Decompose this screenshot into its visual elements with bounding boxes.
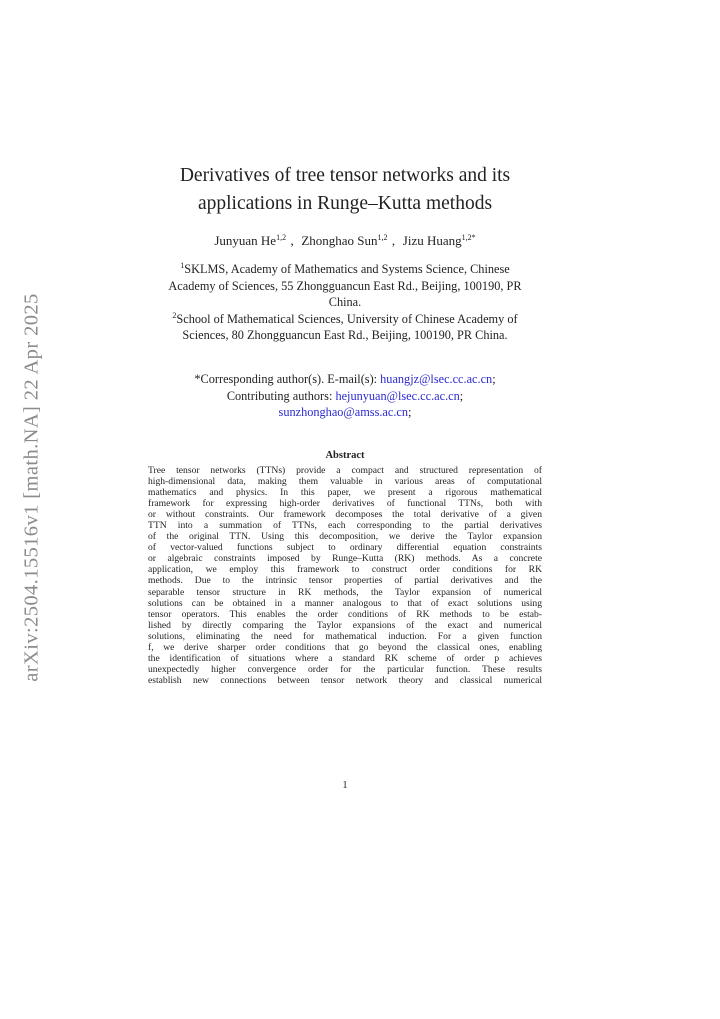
contributing-email-link-2[interactable]: sunzhonghao@amss.ac.cn (278, 405, 409, 419)
abstract-line: unexpectedly higher convergence order for the particular function. These results (148, 663, 542, 675)
paper-title (120, 162, 570, 218)
abstract-line: or algebraic constraints imposed by Runge–Kutta (RK) methods. As a concrete (148, 553, 542, 565)
arxiv-identifier-text: arXiv:2504.15516v1 [math.NA] 22 Apr 2025 (20, 292, 43, 682)
author-1 (214, 233, 286, 248)
abstract-line: of vector-valued functions subject to ordinary differential equation constraints (148, 542, 542, 554)
abstract-line: Tree tensor networks (TTNs) provide a compact and structured representation of (148, 465, 542, 476)
abstract-line: tensor operators. This enables the order conditions of RK methods to be estab- (148, 608, 542, 620)
contributing-email-link-1[interactable]: hejunyuan@lsec.cc.ac.cn (335, 388, 460, 403)
abstract-line: f, we derive sharper order conditions that go beyond the classical ones, enabling (148, 641, 542, 653)
arxiv-identifier-stamp (10, 272, 54, 702)
punctuation: ; (408, 405, 412, 419)
author-affiliation-mark: 1,2* (461, 233, 476, 242)
abstract-line: establish new connections between tensor network theory and classical numerical (148, 674, 542, 686)
title-line-1: Derivatives of tree tensor networks and its (179, 165, 511, 186)
abstract-line: framework for expressing high-order derivatives of functional TTNs, both with (148, 498, 542, 510)
affiliation-2-line-2: Sciences, 80 Zhongguancun East Rd., Beijing, 100190, PR China. (182, 328, 508, 342)
abstract-line: TTN into a summation of TTNs, each corresponding to the partial derivatives (148, 520, 542, 532)
page-number: 1 (342, 780, 348, 791)
author-name: Zhonghao Sun (301, 233, 378, 248)
author-name: Junyuan He (214, 233, 277, 248)
affiliation-1-line-3: China. (328, 295, 362, 309)
author-affiliation-mark: 1,2 (377, 233, 388, 242)
abstract-line: high-dimensional data, making them valuable in various areas of computational (148, 476, 542, 488)
author-2 (301, 233, 387, 248)
author-affiliation-mark: 1,2 (276, 233, 287, 242)
affiliation-text: SKLMS, Academy of Mathematics and Systems Science, Chinese (184, 262, 510, 276)
punctuation: ; (459, 388, 464, 403)
author-name: Jizu Huang (402, 233, 462, 248)
abstract-line: lished by directly comparing the Taylor expansions of the exact and numerical (148, 619, 542, 631)
corresponding-email-link[interactable]: huangjz@lsec.cc.ac.cn (380, 372, 493, 386)
abstract-heading: Abstract (325, 450, 365, 461)
affiliations (120, 261, 570, 344)
contributing-authors-line (120, 388, 570, 405)
contributing-label: Contributing authors: (226, 388, 336, 403)
affiliation-1-line-2: Academy of Sciences, 55 Zhongguancun East Rd., Beijing, 100190, PR (168, 278, 522, 293)
abstract-line: methods. Due to the intrinsic tensor properties of partial derivatives and the (148, 575, 542, 587)
affiliation-2-line-1 (120, 311, 570, 328)
corresponding-label: *Corresponding author(s). E-mail(s): (194, 372, 381, 386)
contributing-authors-line-2 (120, 404, 570, 421)
corresponding-author-line (120, 371, 570, 388)
abstract-body (148, 465, 542, 686)
abstract-line: mathematics and physics. In this paper, we present a rigorous mathematical (148, 487, 542, 499)
abstract-line: application, we employ this framework to construct order conditions for RK (148, 564, 542, 576)
author-list: Junyuan He$^{1,2}$ , Zhonghao Sun$^{1,2}$ , Jizu Huang$^{1,2*}$ (214, 233, 476, 248)
abstract-line: the identification of situations where a standard RK scheme of order p achieves (148, 652, 542, 664)
contact-info (120, 371, 570, 421)
abstract-line: separable tensor structure in RK methods, the Taylor expansion of numerical (148, 586, 542, 598)
abstract-line: solutions can be obtained in a manner analogous to that of exact solutions using (148, 597, 542, 609)
punctuation: ; (492, 372, 496, 386)
title-line-2: applications in Runge–Kutta methods (197, 193, 493, 214)
affiliation-1-line-1 (120, 261, 570, 278)
abstract-line: solutions, eliminating the need for mathematical induction. For a given function (148, 630, 542, 642)
affiliation-text: School of Mathematical Sciences, University of Chinese Academy of (176, 311, 518, 326)
author-3 (403, 233, 476, 248)
abstract-line: of the original TTN. Using this decomposition, we derive the Taylor expansion (148, 531, 542, 543)
affiliation-mark: 2 (172, 310, 177, 320)
affiliation-mark: 1 (180, 261, 185, 270)
abstract-line: or without constraints. Our framework decomposes the total derivative of a given (148, 509, 542, 521)
